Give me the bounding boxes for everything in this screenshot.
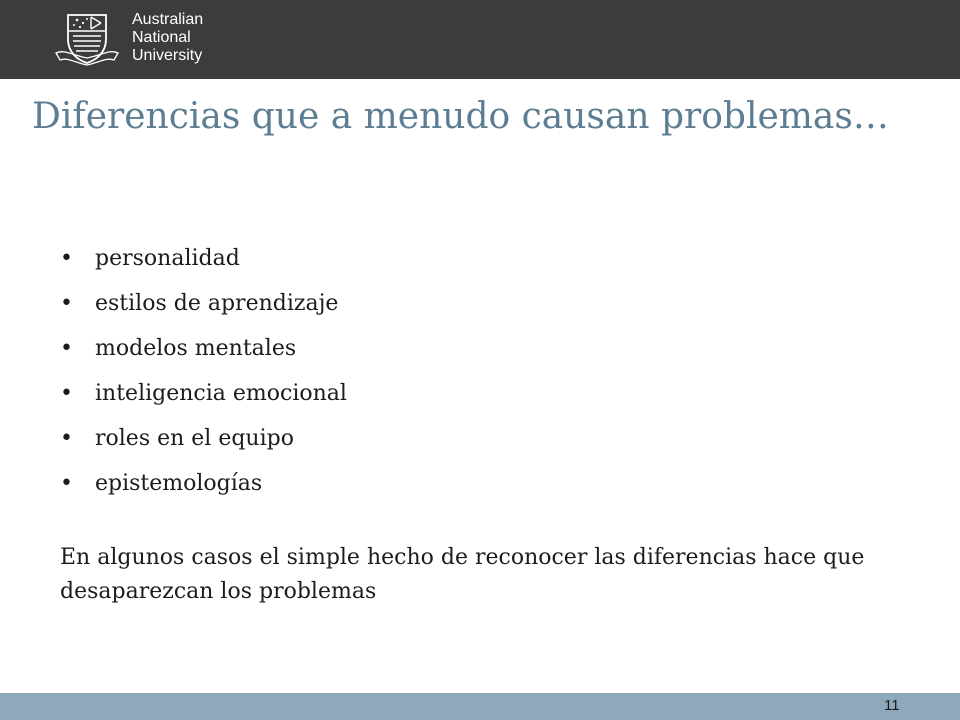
bullet-item: • personalidad <box>60 240 347 285</box>
bullet-item: • inteligencia emocional <box>60 375 347 420</box>
university-logo <box>50 9 203 67</box>
logo-line-3: University <box>132 47 203 64</box>
header-bar <box>0 0 960 79</box>
footer-bar <box>0 693 960 720</box>
anu-crest-icon <box>50 9 124 67</box>
bullet-item: • roles en el equipo <box>60 420 347 465</box>
logo-line-2: National <box>132 29 191 46</box>
page-number: 11 <box>884 697 900 714</box>
bullet-item: • modelos mentales <box>60 330 347 375</box>
logo-line-1: Australian <box>132 11 204 28</box>
logo-wordmark <box>132 11 203 65</box>
bullet-item: • epistemologías <box>60 465 347 510</box>
bullet-item: • estilos de aprendizaje <box>60 285 347 330</box>
body-paragraph: En algunos casos el simple hecho de reconocer las diferencias hace que desaparezcan los problemas <box>60 545 865 604</box>
bullet-list <box>60 240 347 510</box>
slide-title: Diferencias que a menudo causan problemas… <box>32 96 889 137</box>
